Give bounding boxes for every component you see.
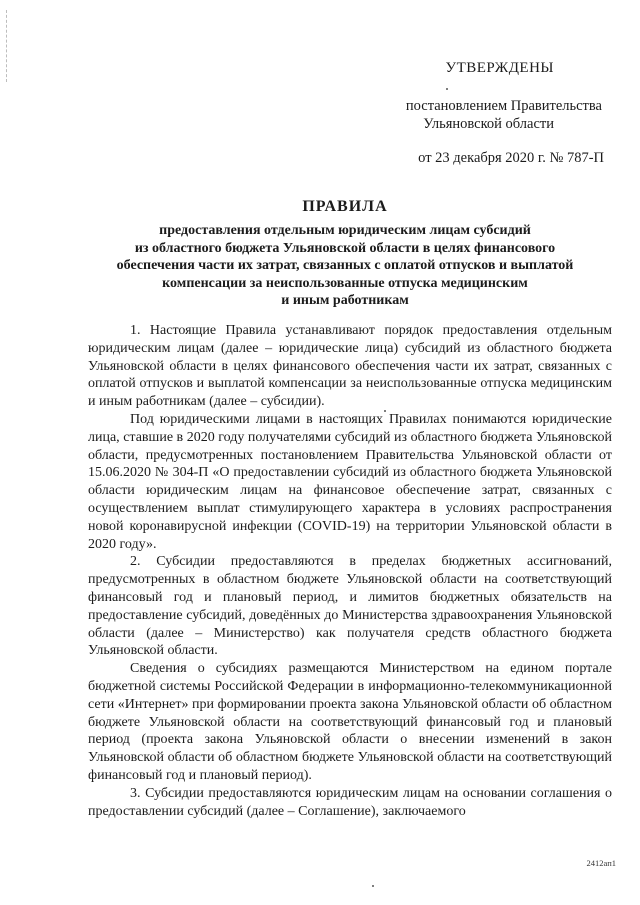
- scan-speck: [372, 885, 374, 887]
- body-paragraph: 3. Субсидии предоставляются юридическим лицам на основании соглашения о предоставлении субсидий (далее – Соглашение), заключаемого: [88, 785, 612, 819]
- approval-line: Ульяновской области: [423, 116, 554, 132]
- scan-edge-mark: [6, 10, 8, 82]
- document-title-block: [80, 198, 610, 310]
- approval-date: от 23 декабря 2020 г. № 787-П: [418, 150, 604, 166]
- body-paragraph: Под юридическими лицами в настоящих Правилах понимаются юридические лица, ставшие в 2020 году получателями субсидий из областного бюджета Ульяновской области, предусмотренных постановлением Правительства Ульяновской области от 15.06.2020 № 304-П «О предоставлении субсидий из областного бюджета Ульяновской области юридическим лицам на финансовое обеспечение затрат, связанных с осуществлением выплат стимулирующего характера в условиях распространения новой коронавирусной инфекции (COVID-19) на территории Ульяновской области в 2020 году».: [88, 411, 612, 552]
- footer-document-code: 2412ап1: [586, 858, 616, 868]
- scan-speck: [384, 410, 386, 412]
- body-paragraph: Сведения о субсидиях размещаются Министерством на едином портале бюджетной системы Российской Федерации в информационно-телекоммуникационной сети «Интернет» при формировании проекта закона Ульяновской области об областном бюджете Ульяновской области на соответствующий финансовый год и плановый период (проекта закона Ульяновской области о внесении изменений в закон Ульяновской области об областном бюджете Ульяновской области на соответствующий финансовый год и плановый период).: [88, 661, 612, 783]
- document-subtitle: [80, 222, 610, 310]
- document-body: [88, 322, 612, 820]
- body-paragraph: 1. Настоящие Правила устанавливают порядок предоставления отдельным юридическим лицам (далее – юридические лица) субсидий из областного бюджета Ульяновской области в целях финансового обеспечения части их затрат, связанных с оплатой отпусков и выплатой компенсации за неиспользованные отпуска медицинским и иным работникам (далее – субсидии).: [88, 323, 612, 410]
- subtitle-line: и иным работникам: [281, 293, 409, 308]
- subtitle-line: из областного бюджета Ульяновской области в целях финансового: [134, 240, 556, 256]
- subtitle-line: обеспечения части их затрат, связанных с оплатой отпусков и выплатой: [116, 258, 574, 273]
- body-paragraph: 2. Субсидии предоставляются в пределах бюджетных ассигнований, предусмотренных в областном бюджете Ульяновской области на соответствующий финансовый год и плановый период, и лимитов бюджетных обязательств на предоставление субсидий, доведённых до Министерства здравоохранения Ульяновской области (далее – Министерство) как получателя средств областного бюджета Ульяновской области.: [88, 554, 612, 659]
- approval-line: постановлением Правительства: [405, 98, 602, 114]
- subtitle-line: предоставления отдельным юридическим лицам субсидий: [159, 223, 531, 238]
- subtitle-line: компенсации за неиспользованные отпуска медицинским: [162, 275, 528, 291]
- document-title: ПРАВИЛА: [302, 198, 388, 215]
- scan-speck: [446, 88, 448, 90]
- approval-stamp-block: [344, 60, 604, 167]
- approval-title: УТВЕРЖДЕНЫ: [445, 60, 554, 76]
